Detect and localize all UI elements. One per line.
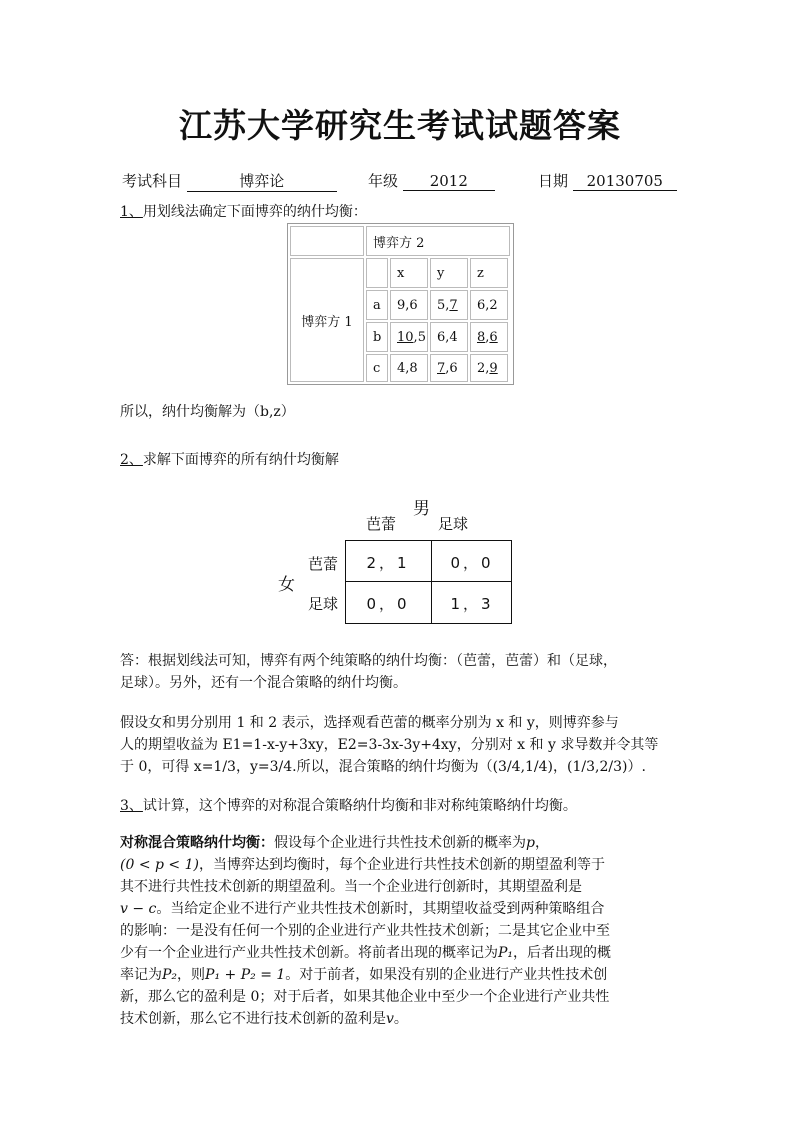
- date-value: 20130705: [573, 172, 677, 191]
- row-player-label: 女: [278, 575, 295, 595]
- question-1: [120, 200, 367, 224]
- matrix-cell: 1，3: [450, 595, 494, 613]
- row-header-a: a: [366, 290, 388, 320]
- payoff-cell: 8 , 6: [470, 322, 508, 352]
- grade-field: [368, 170, 495, 191]
- grade-label: 年级: [368, 172, 399, 190]
- row-label-football: 足球: [308, 595, 339, 613]
- question-text: 试计算，这个博弈的对称混合策略纳什均衡和非对称纯策略纳什均衡。: [142, 798, 577, 814]
- question-text: 用划线法确定下面博弈的纳什均衡：: [142, 204, 367, 220]
- payoff-cell: 9 , 6: [390, 290, 428, 320]
- payoff-table: [287, 223, 514, 385]
- question-number: 3、: [120, 798, 143, 814]
- subject-field: [122, 170, 337, 192]
- row-header-c: c: [366, 354, 388, 382]
- payoff-cell: 5 , 7: [430, 290, 468, 320]
- col-header-y: y: [430, 258, 468, 288]
- grade-value: 2012: [403, 172, 495, 191]
- date-field: [538, 170, 677, 191]
- q1-answer: 所以，纳什均衡解为（b,z）: [120, 404, 295, 420]
- date-label: 日期: [538, 172, 569, 190]
- col-label-ballet: 芭蕾: [366, 515, 397, 533]
- answer-lead: 对称混合策略纳什均衡：: [120, 835, 274, 851]
- question-text: 求解下面博弈的所有纳什均衡解: [142, 452, 339, 468]
- payoff-cell: 10 , 5: [390, 322, 428, 352]
- matrix-cell: 0，0: [366, 595, 410, 613]
- payoff-cell: 2 , 9: [470, 354, 508, 382]
- player2-header: 博弈方 2: [366, 226, 510, 256]
- player1-header: 博弈方 1: [290, 258, 364, 382]
- subject-value: 博弈论: [187, 170, 337, 192]
- matrix-cell: 2，1: [366, 554, 410, 572]
- row-header-b: b: [366, 322, 388, 352]
- row-label-ballet: 芭蕾: [308, 555, 339, 573]
- payoff-cell: 6 , 4: [430, 322, 468, 352]
- question-2: [120, 448, 339, 472]
- subject-label: 考试科目: [122, 172, 183, 190]
- table-corner: [290, 226, 364, 256]
- game-matrix: [345, 540, 512, 624]
- payoff-cell: 6 , 2: [470, 290, 508, 320]
- question-number: 1、: [120, 204, 143, 220]
- col-player-label: 男: [413, 499, 430, 519]
- question-3: [120, 794, 577, 818]
- table-blank: [366, 258, 388, 288]
- q3-answer: 对称混合策略纳什均衡：假设每个企业进行共性技术创新的概率为p， (0 < p < 1)，当博弈达到均衡时，每个企业进行共性技术创新的期望盈利等于 其不进行共性技术创新的期望盈利。当一个企业进行创新时，其期望盈利是 v − c。当给定企业不进行产业共性技术创新时，其期望收益受到两种策略组合 的影响：一是没有任何一个别的企业进行产业共性技术创新；二是其它企业中至 少有一个企业进行产业共性技术创新。将前者出现的概率记为P₁，后者出现的概 率记为P₂，则P₁ + P₂ = 1。对于前者，如果没有别的企业进行产业共性技术创 新，那么它的盈利是 0；对于后者，如果其他企业中至少一个企业进行产业共性 技术创新，那么它不进行技术创新的盈利是v。: [120, 835, 612, 1027]
- question-number: 2、: [120, 452, 143, 468]
- matrix-cell: 0，0: [450, 554, 494, 572]
- col-header-z: z: [470, 258, 508, 288]
- page-title: 江苏大学研究生考试试题答案: [179, 106, 621, 145]
- payoff-cell: 4 , 8: [390, 354, 428, 382]
- payoff-cell: 7 , 6: [430, 354, 468, 382]
- q2-answer-1: 答：根据划线法可知，博弈有两个纯策略的纳什均衡：（芭蕾，芭蕾）和（足球， 足球）。另外，还有一个混合策略的纳什均衡。: [120, 653, 617, 691]
- col-label-football: 足球: [438, 515, 469, 533]
- col-header-x: x: [390, 258, 428, 288]
- q2-answer-2: 假设女和男分别用 1 和 2 表示，选择观看芭蕾的概率分别为 x 和 y，则博弈参与 人的期望收益为 E1=1-x-y+3xy，E2=3-3x-3y+4xy，分别对 x 和 y 求导数并令其等 于 0，可得 x=1/3，y=3/4.所以，混合策略的纳什均衡为（(3/4,1/4)，(1/3,2/3)）.: [120, 715, 659, 775]
